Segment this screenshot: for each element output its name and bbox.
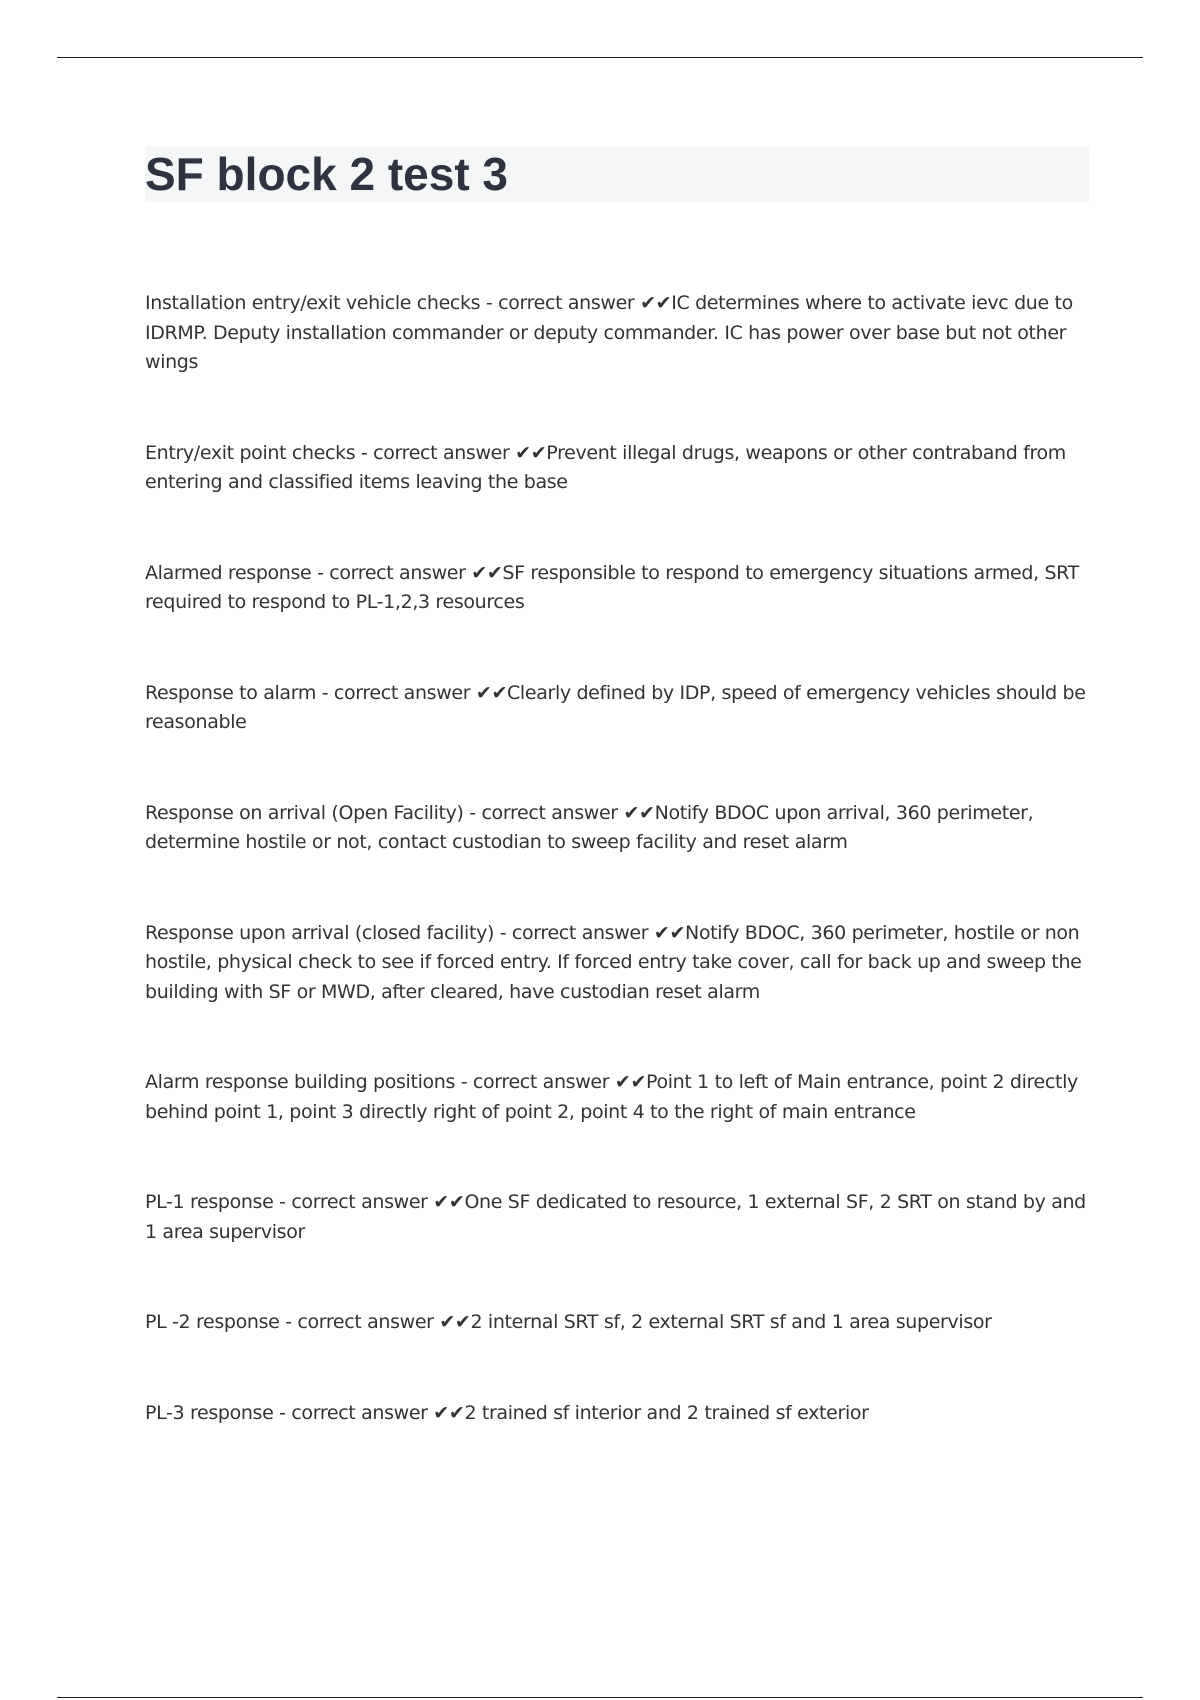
flashcard-entry: PL-3 response - correct answer ✔✔2 trained sf interior and 2 trained sf exterior [145,1401,869,1424]
bottom-divider [57,1697,1143,1698]
flashcard-entry: Response on arrival (Open Facility) - correct answer ✔✔Notify BDOC upon arrival, 360 perimeter, determine hostile or not, contact custodian to sweep facility and reset alarm [145,801,1034,853]
flashcard-entry: Entry/exit point checks - correct answer ✔✔Prevent illegal drugs, weapons or other contraband from entering and classified items leaving the base [145,441,1066,493]
flashcard-entry: Response upon arrival (closed facility) - correct answer ✔✔Notify BDOC, 360 perimeter, hostile or non hostile, physical check to see if forced entry. If forced entry take cover, call for back up and sweep the building with SF or MWD, after cleared, have custodian reset alarm [145,921,1082,1003]
title-banner [145,146,1089,202]
flashcard-entry: Installation entry/exit vehicle checks - correct answer ✔✔IC determines where to activate ievc due to IDRMP. Deputy installation commander or deputy commander. IC has power over base but not other wings [145,292,1073,373]
flashcard-entry: Alarm response building positions - correct answer ✔✔Point 1 to left of Main entrance, point 2 directly behind point 1, point 3 directly right of point 2, point 4 to the right of main entrance [145,1071,1078,1123]
flashcard-list [145,289,1090,1428]
flashcard-entry: PL -2 response - correct answer ✔✔2 internal SRT sf, 2 external SRT sf and 1 area supervisor [145,1311,992,1333]
flashcard-entry: Alarmed response - correct answer ✔✔SF responsible to respond to emergency situations armed, SRT required to respond to PL-1,2,3 resources [145,561,1079,613]
top-divider [57,57,1143,58]
flashcard-entry: PL-1 response - correct answer ✔✔One SF dedicated to resource, 1 external SF, 2 SRT on stand by and 1 area supervisor [145,1191,1086,1243]
document-title: SF block 2 test 3 [145,148,509,200]
flashcard-entry: Response to alarm - correct answer ✔✔Clearly defined by IDP, speed of emergency vehicles should be reasonable [145,681,1086,733]
